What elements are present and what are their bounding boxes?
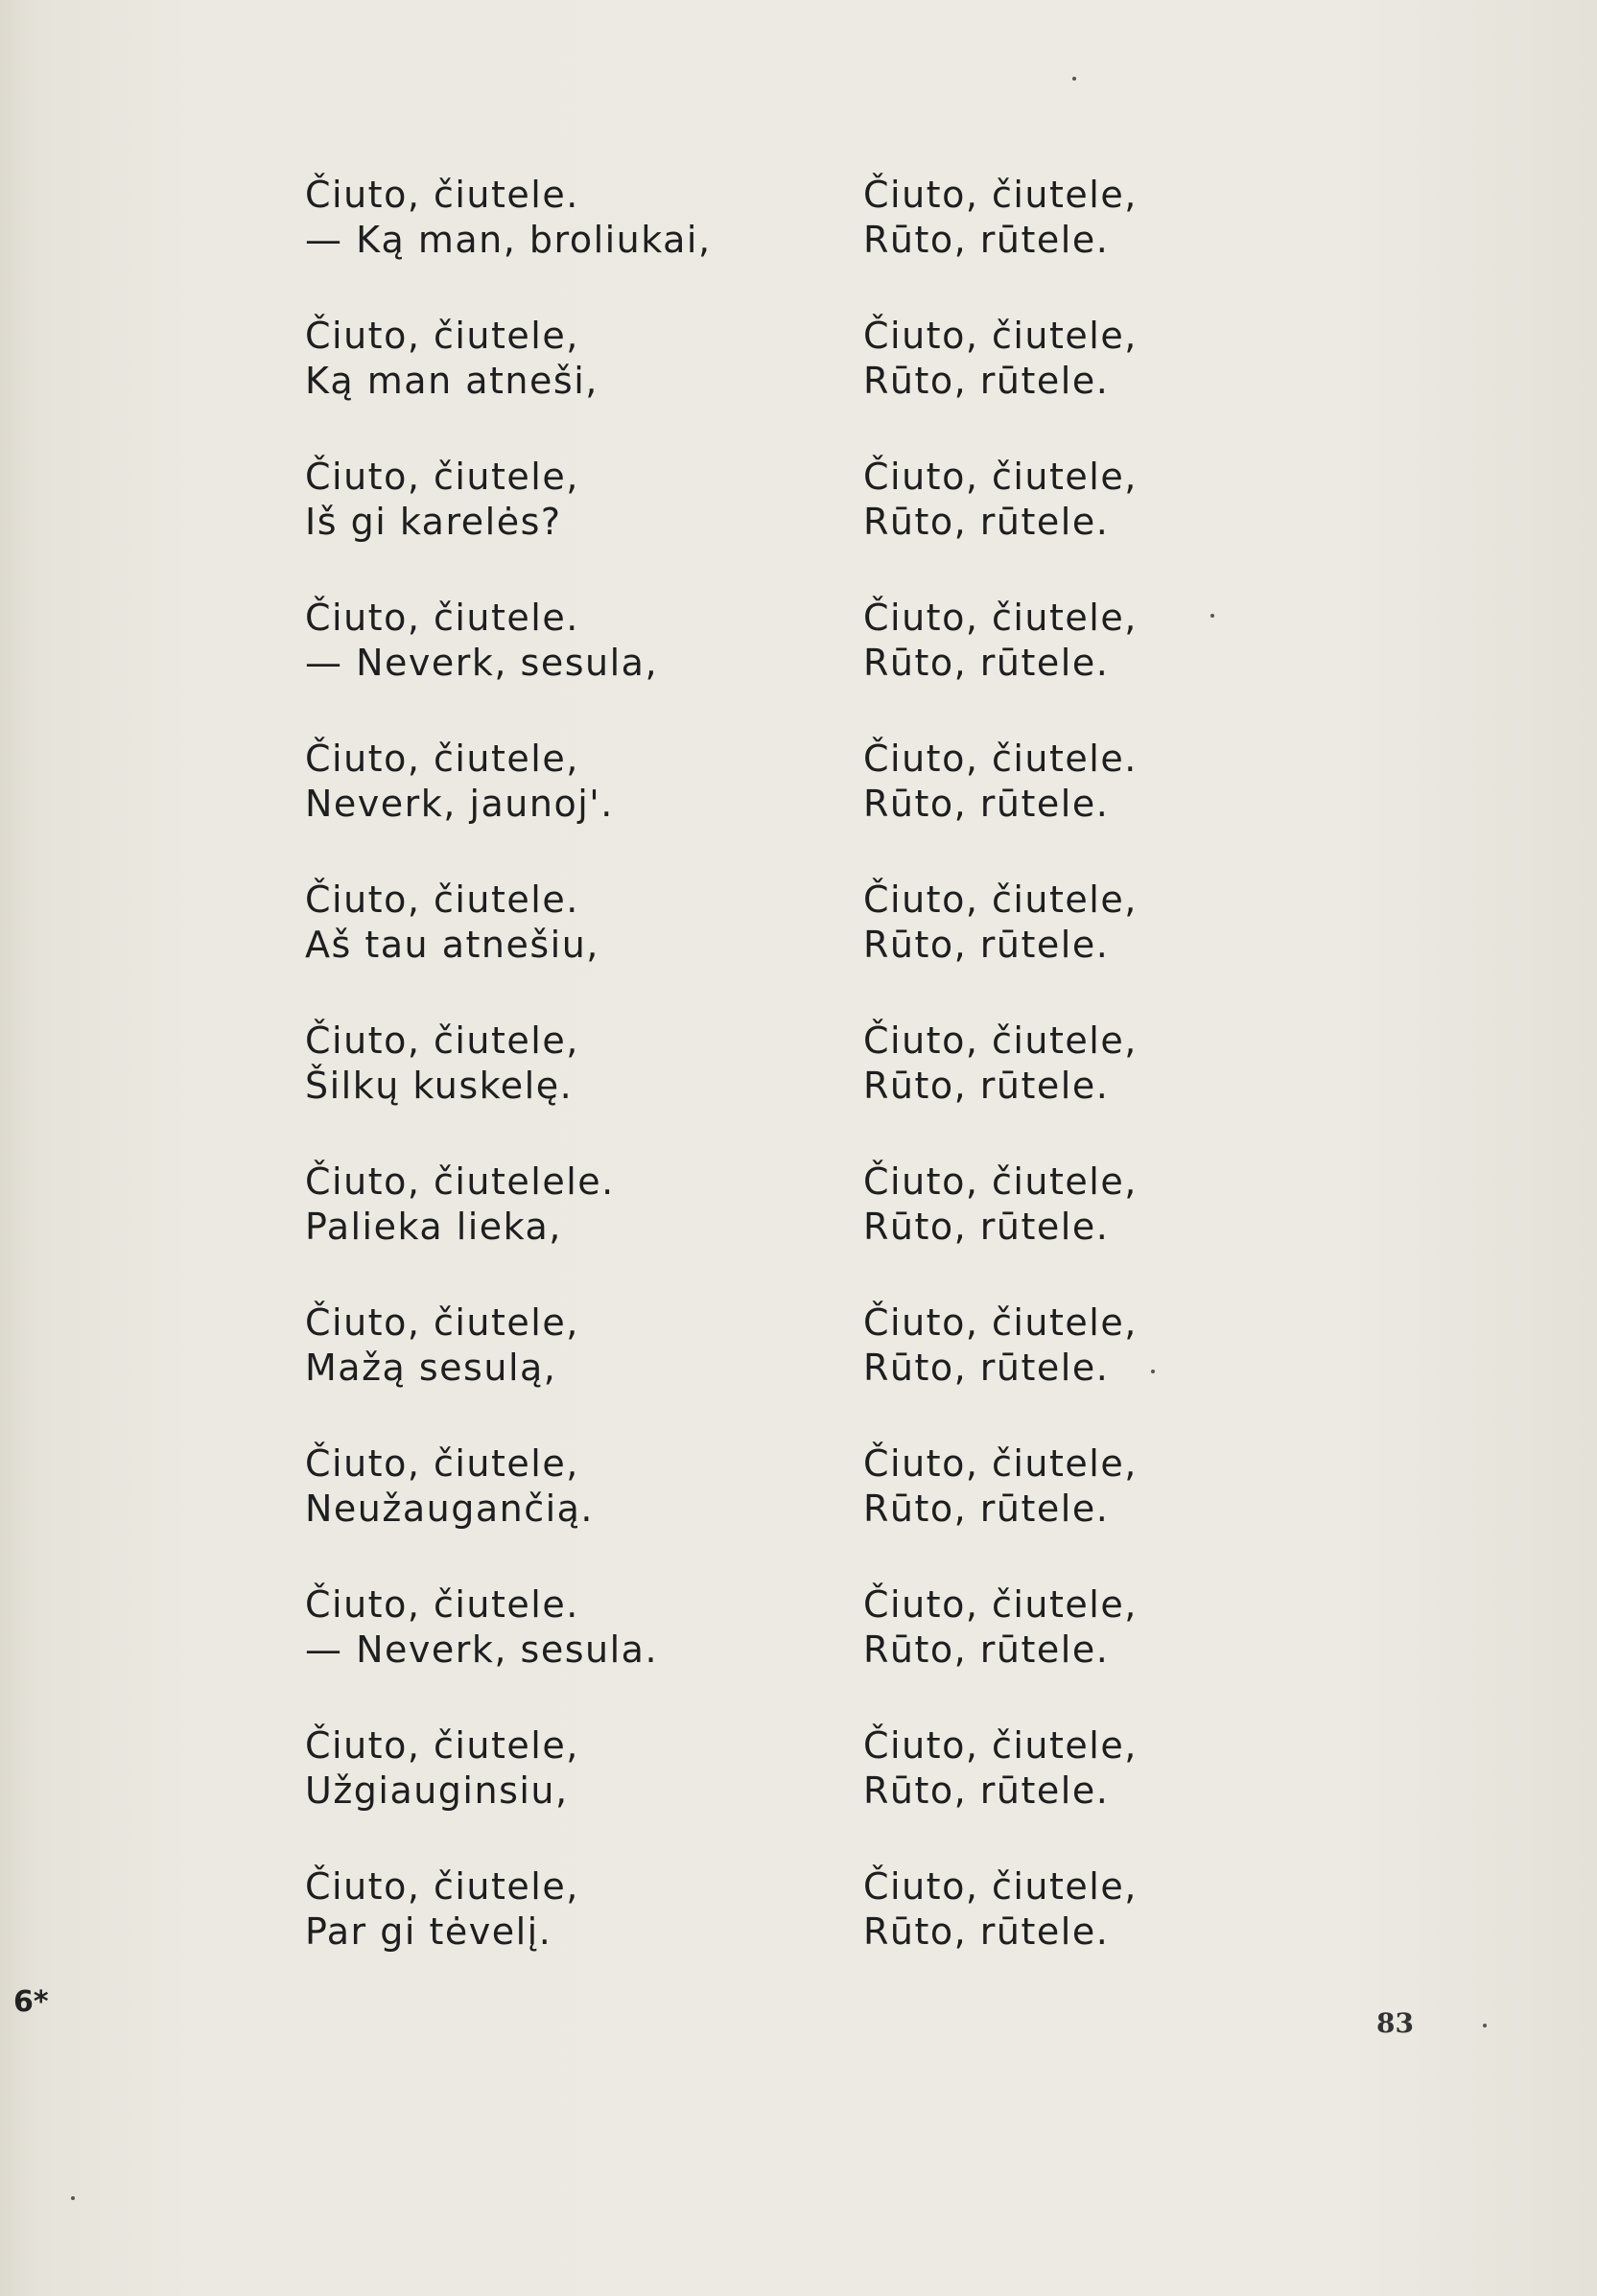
left-stanza-line: Neužaugančią. [305, 1488, 595, 1530]
right-stanza-line: Čiuto, čiutele, [863, 1442, 1138, 1485]
left-stanza-line: Čiuto, čiutelele. [305, 1160, 615, 1203]
left-stanza [305, 1019, 842, 1160]
right-stanza [863, 1019, 1400, 1160]
left-stanza [305, 878, 842, 1019]
right-stanza-line: Rūto, rūtele. [863, 219, 1110, 261]
left-stanza-line: Čiuto, čiutele, [305, 1442, 579, 1485]
left-stanza-line: Mažą sesulą, [305, 1347, 557, 1389]
right-stanza-line: Rūto, rūtele. [863, 1628, 1110, 1671]
paper-speck [71, 2196, 75, 2200]
left-stanza-line: Par gi tėvelį. [305, 1910, 552, 1953]
right-stanza [863, 1300, 1400, 1441]
right-stanza-line: Čiuto, čiutele, [863, 174, 1138, 216]
right-stanza-line: Čiuto, čiutele, [863, 456, 1138, 498]
left-stanza-line: Ką man atneši, [305, 360, 599, 402]
left-stanza-line: Čiuto, čiutele. [305, 597, 579, 639]
right-stanza-line: Čiuto, čiutele, [863, 879, 1138, 921]
right-stanza [863, 596, 1400, 737]
right-stanza-line: Čiuto, čiutele, [863, 1160, 1138, 1203]
right-stanza [863, 314, 1400, 455]
left-stanza-line: Čiuto, čiutele. [305, 174, 579, 216]
left-stanza-line: Čiuto, čiutele. [305, 1583, 579, 1626]
paper-speck [1210, 614, 1214, 618]
right-stanza [863, 1441, 1400, 1582]
left-stanza [305, 737, 842, 878]
left-poem-column [305, 173, 842, 2005]
left-stanza-line: Neverk, jaunoj'. [305, 783, 614, 825]
right-stanza-line: Rūto, rūtele. [863, 1769, 1110, 1812]
signature-mark: 6* [13, 1985, 49, 2019]
paper-speck [1151, 1370, 1155, 1373]
right-stanza-line: Rūto, rūtele. [863, 642, 1110, 684]
left-stanza-line: — Neverk, sesula. [305, 1628, 659, 1671]
right-stanza-line: Čiuto, čiutele, [863, 597, 1138, 639]
right-stanza-line: Rūto, rūtele. [863, 924, 1110, 966]
right-stanza-line: Čiuto, čiutele, [863, 1724, 1138, 1767]
paper-speck [1072, 77, 1076, 81]
right-stanza-line: Rūto, rūtele. [863, 501, 1110, 543]
left-stanza [305, 173, 842, 314]
right-stanza [863, 173, 1400, 314]
right-stanza-line: Rūto, rūtele. [863, 1347, 1110, 1389]
right-stanza-line: Rūto, rūtele. [863, 1065, 1110, 1107]
right-stanza-line: Čiuto, čiutele. [863, 738, 1138, 780]
right-stanza-line: Čiuto, čiutele, [863, 315, 1138, 357]
right-stanza [863, 1723, 1400, 1864]
left-stanza [305, 1160, 842, 1300]
left-stanza-line: Čiuto, čiutele. [305, 879, 579, 921]
right-stanza-line: Rūto, rūtele. [863, 783, 1110, 825]
right-stanza-line: Čiuto, čiutele, [863, 1865, 1138, 1908]
left-stanza-line: Aš tau atnešiu, [305, 924, 599, 966]
right-stanza-line: Rūto, rūtele. [863, 360, 1110, 402]
paper-speck [1483, 2024, 1487, 2027]
right-stanza [863, 737, 1400, 878]
left-stanza-line: Čiuto, čiutele, [305, 1301, 579, 1344]
left-stanza-line: — Ką man, broliukai, [305, 219, 712, 261]
left-stanza-line: Užgiauginsiu, [305, 1769, 569, 1812]
right-stanza [863, 1160, 1400, 1300]
left-stanza-line: Čiuto, čiutele, [305, 1019, 579, 1062]
left-stanza-line: Šilkų kuskelę. [305, 1065, 574, 1107]
left-stanza-line: Čiuto, čiutele, [305, 456, 579, 498]
left-stanza [305, 596, 842, 737]
page-number: 83 [1376, 2007, 1414, 2039]
right-stanza [863, 455, 1400, 596]
right-stanza-line: Čiuto, čiutele, [863, 1583, 1138, 1626]
right-stanza [863, 1582, 1400, 1723]
left-stanza-line: Čiuto, čiutele, [305, 1865, 579, 1908]
right-stanza-line: Rūto, rūtele. [863, 1910, 1110, 1953]
right-stanza-line: Rūto, rūtele. [863, 1206, 1110, 1248]
left-stanza-line: — Neverk, sesula, [305, 642, 659, 684]
left-stanza [305, 1723, 842, 1864]
left-stanza [305, 1441, 842, 1582]
right-stanza [863, 878, 1400, 1019]
right-stanza [863, 1864, 1400, 2005]
left-stanza [305, 1582, 842, 1723]
left-stanza-line: Palieka lieka, [305, 1206, 562, 1248]
left-stanza [305, 1300, 842, 1441]
left-stanza-line: Iš gi karelės? [305, 501, 562, 543]
left-stanza [305, 1864, 842, 2005]
right-poem-column [863, 173, 1400, 2005]
left-stanza-line: Čiuto, čiutele, [305, 1724, 579, 1767]
left-stanza [305, 455, 842, 596]
left-stanza-line: Čiuto, čiutele, [305, 738, 579, 780]
left-stanza-line: Čiuto, čiutele, [305, 315, 579, 357]
right-stanza-line: Čiuto, čiutele, [863, 1019, 1138, 1062]
right-stanza-line: Čiuto, čiutele, [863, 1301, 1138, 1344]
right-stanza-line: Rūto, rūtele. [863, 1488, 1110, 1530]
left-stanza [305, 314, 842, 455]
